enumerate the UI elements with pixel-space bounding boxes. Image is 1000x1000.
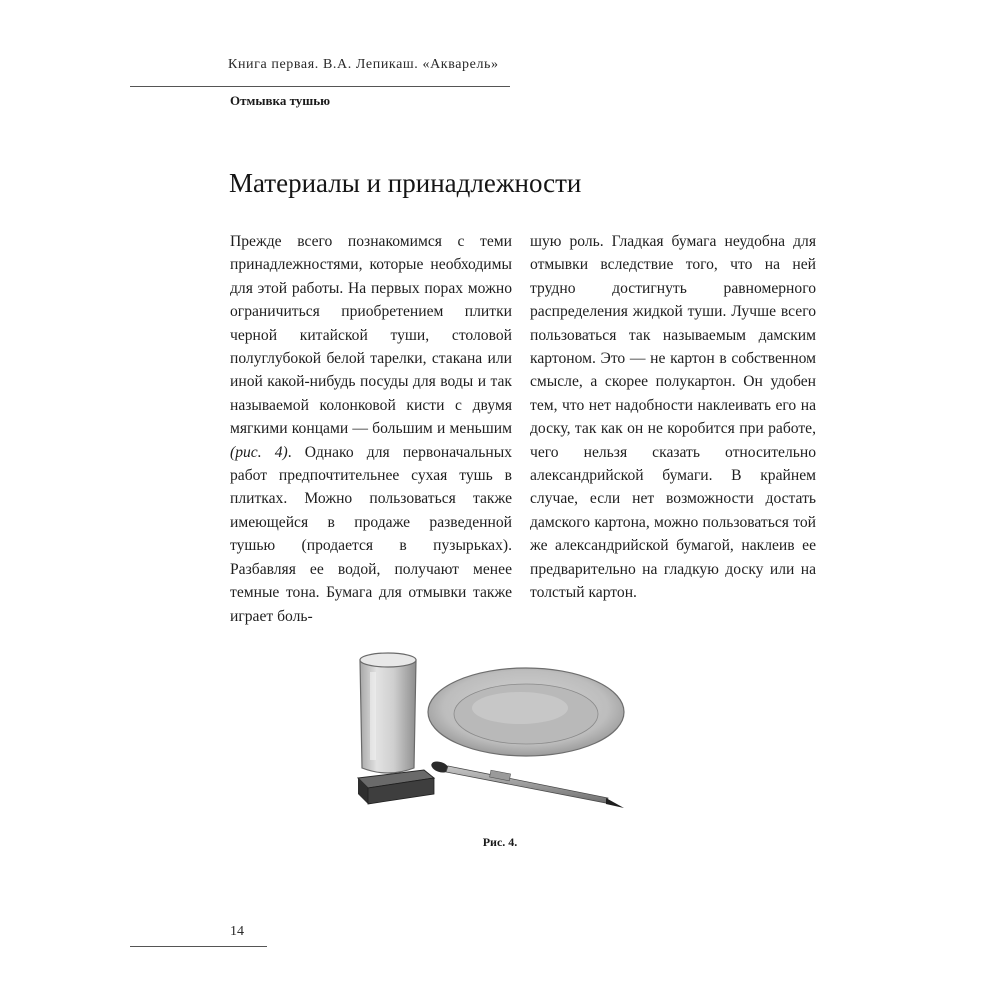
left-column-text-a: Прежде всего познакомимся с теми принадлежностями, которые необходимы для этой работы. На первых порах можно ограничиться приобретением плитки черной китайской туши, столовой полуглубокой белой тарелки, стакана или иной какой-нибудь посуды для воды и так называемой колонковой кисти с двумя мягкими концами — большим и меньшим xyxy=(230,233,512,438)
header-rule xyxy=(130,86,510,87)
text-column-right: шую роль. Гладкая бумага неудобна для отмывки вследствие того, что на ней трудно достигнуть равномерного распределения жидкой туши. Лучше всего пользоваться так называемым дамским картоном. Это — не картон в собственном смысле, а скорее полукартон. Он удобен тем, что нет надобности наклеивать его на доску, так как он не коробится при работе, чего нельзя сказать относительно александрийской бумаги. В крайнем случае, если нет возможности достать дамского картона, можно пользоваться той же александрийской бумагой, наклеив ее предварительно на гладкую доску или на толстый картон. xyxy=(530,233,816,602)
footer-rule xyxy=(130,946,267,947)
still-life-illustration xyxy=(340,648,640,818)
ink-stick-drawing xyxy=(358,770,434,804)
chapter-title: Материалы и принадлежности xyxy=(229,168,582,198)
brush-drawing xyxy=(430,759,624,808)
figure-caption: Рис. 4. xyxy=(482,835,518,849)
left-column-text-b: . Однако для первоначальных работ предпочтительнее сухая тушь в плитках. Можно пользоваться также имеющейся в продаже разведенной тушью (продается в пузырьках). Разбавляя ее водой, получают менее темные тона. Бумага для отмывки также играет боль- xyxy=(230,443,512,625)
figure-illustration xyxy=(340,648,640,818)
page-number: 14 xyxy=(230,924,244,939)
text-column-left xyxy=(230,230,512,628)
figure-reference: (рис. 4) xyxy=(230,443,288,461)
plate-drawing xyxy=(428,668,624,756)
glass-drawing xyxy=(360,653,416,773)
section-label: Отмывка тушью xyxy=(230,93,331,108)
running-head: Книга первая. В.А. Лепикаш. «Акварель» xyxy=(228,57,499,72)
